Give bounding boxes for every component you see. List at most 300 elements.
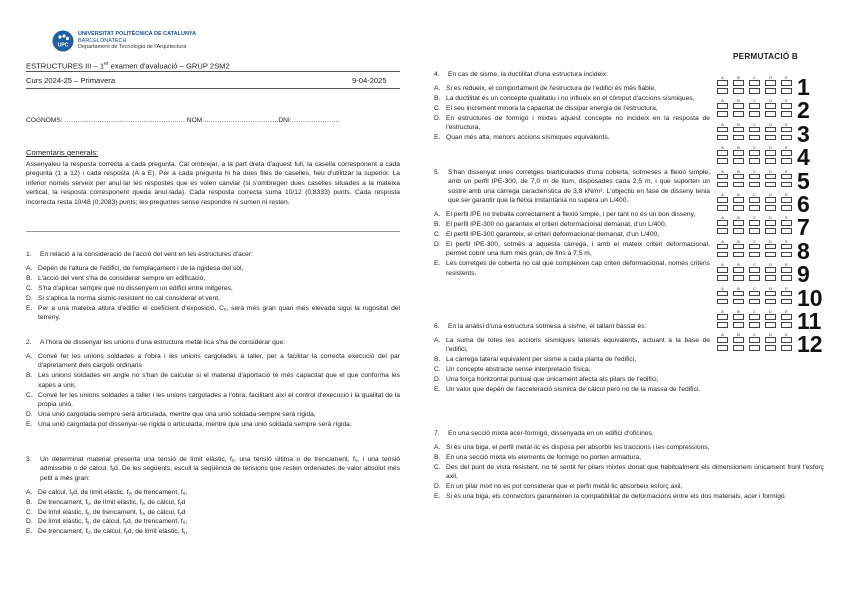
grid-letter-a: A: [721, 145, 724, 151]
option-letter: D.: [434, 376, 441, 384]
answer-row-10: [717, 286, 832, 309]
option-text: El perfil IPE-300 garanteix, el criteri deformacional demanat, d'un L/400,: [446, 230, 660, 238]
answer-row-number: 8: [797, 237, 810, 264]
option-letter: A.: [434, 336, 441, 344]
answer-box-7-b[interactable]: [733, 220, 744, 226]
cancel-box-2-b[interactable]: [733, 111, 744, 117]
cancel-box-10-d[interactable]: [765, 299, 776, 305]
question-stem: [26, 455, 400, 483]
cancel-box-10-b[interactable]: [733, 299, 744, 305]
option-text: De trencament, fᵤ, de càlcul, fᵧd, de límit elàstic, fᵧ,: [38, 528, 188, 536]
option-text: El perfil IPE-300, sotmès a aquesta càrrega, i amb el mateix criteri deformacional, permet cobrir una llum més gran, de fins a 7,5 m,: [446, 240, 710, 258]
question-number: 4.: [434, 71, 440, 78]
answer-box-12-d[interactable]: [765, 337, 776, 343]
grid-letter-b: B: [737, 332, 740, 338]
grid-letter-c: C: [753, 98, 756, 104]
answer-box-1-a[interactable]: [717, 80, 728, 86]
answer-box-2-e[interactable]: [781, 103, 792, 109]
answer-option: [434, 230, 710, 239]
question-stem: [434, 322, 710, 331]
answer-box-10-a[interactable]: [717, 291, 728, 297]
option-letter: A.: [434, 211, 441, 219]
cancel-box-12-c[interactable]: [749, 345, 760, 351]
cancel-box-1-e[interactable]: [781, 88, 792, 94]
cancel-box-10-e[interactable]: [781, 299, 792, 305]
answer-row-number: 9: [797, 261, 810, 288]
cancel-box-4-b[interactable]: [733, 158, 744, 164]
answer-row-number: 12: [797, 331, 823, 358]
grid-letter-b: B: [737, 121, 740, 127]
option-text: La ductilitat és un concepte qualitatiu i no influeix en el còmput d'accions sísmiques,: [446, 94, 695, 102]
grid-letter-c: C: [753, 192, 756, 197]
answer-box-7-e[interactable]: [781, 220, 792, 226]
answer-box-1-c[interactable]: [749, 80, 760, 86]
option-text: Si s'aplica la norma sismic-resistent no cal considerar el vent,: [38, 294, 220, 302]
option-letter: B.: [26, 372, 33, 380]
grid-letter-d: D: [769, 215, 772, 221]
cancel-box-4-a[interactable]: [717, 158, 728, 164]
option-letter: B.: [26, 274, 33, 282]
question-2: [26, 338, 400, 429]
answer-option: [434, 375, 710, 384]
option-letter: E.: [434, 133, 441, 141]
option-text: En estructures de formigó i mixtes aquest concepte no incideix en la resposta de l'estructura,: [446, 114, 710, 132]
answer-box-3-b[interactable]: [733, 127, 744, 133]
cancel-box-5-b[interactable]: [733, 182, 744, 188]
answer-box-6-b[interactable]: [733, 197, 744, 203]
cancel-box-12-a[interactable]: [717, 345, 728, 351]
cancel-box-7-b[interactable]: [733, 228, 744, 234]
grid-letter-d: D: [769, 98, 772, 104]
option-text: Des del punt de vista resistent, no té sentit fer pilars mixtes donat que habitualment els dimensionem únicament front l'esforç axil,: [446, 463, 824, 481]
answer-row-7: [717, 214, 832, 241]
cancel-box-3-c[interactable]: [749, 135, 760, 141]
answer-row-number: 1: [797, 74, 810, 100]
answer-box-11-c[interactable]: [749, 314, 760, 320]
question-number: 2.: [26, 339, 32, 346]
option-letter: C.: [434, 463, 441, 471]
option-text: Una força horitzontal puntual que únicament afecta als pilars de l'edifici,: [446, 376, 659, 384]
answer-option: [434, 210, 710, 219]
cancel-box-1-a[interactable]: [717, 88, 728, 94]
answer-box-8-e[interactable]: [781, 244, 792, 250]
answer-box-10-c[interactable]: [749, 291, 760, 297]
answer-box-11-b[interactable]: [733, 314, 744, 320]
answer-box-3-d[interactable]: [765, 127, 776, 133]
option-letter: C.: [434, 366, 441, 374]
grid-letter-b: B: [737, 192, 740, 197]
option-text: De càlcul, fᵧd, de límit elàstic, fᵧ, de trencament, fᵤ,: [38, 488, 188, 496]
answer-box-7-d[interactable]: [765, 220, 776, 226]
answer-option: [434, 443, 824, 452]
grid-letter-e: E: [785, 332, 788, 338]
cancel-box-8-a[interactable]: [717, 252, 728, 258]
answer-option: [434, 482, 824, 491]
grid-letter-b: B: [737, 145, 740, 151]
answer-option: [26, 274, 400, 283]
option-letter: A.: [26, 264, 33, 272]
option-letter: C.: [434, 230, 441, 238]
exam-date: 9-04-2025: [352, 76, 387, 85]
answer-box-5-b[interactable]: [733, 174, 744, 180]
option-text: De trencament, fᵤ, de límit elàstic, fᵧ, de càlcul, fᵧd: [38, 498, 186, 506]
answer-row-2: [717, 97, 832, 124]
question-6: [434, 322, 710, 394]
option-letter: C.: [26, 391, 33, 399]
cancel-box-1-b[interactable]: [733, 88, 744, 94]
cancel-box-10-a[interactable]: [717, 299, 728, 305]
grid-letter-c: C: [753, 309, 756, 314]
grid-letter-c: C: [753, 215, 756, 221]
answer-option: [26, 517, 400, 526]
option-text: Una unió cargolada pot dissenyar-se rígida o articulada, mentre que una unió soldada sempre serà rígida.: [38, 420, 352, 428]
option-letter: A.: [26, 488, 33, 496]
grid-letter-e: E: [785, 98, 788, 104]
option-letter: C.: [26, 284, 33, 292]
grid-letter-b: B: [737, 238, 740, 244]
grid-letter-c: C: [753, 285, 756, 291]
question-text: En una secció mixta acer-formigó, dissenyada en un edifici d'oficines,: [448, 430, 654, 437]
answer-option: [26, 488, 400, 497]
answer-option: [434, 492, 824, 501]
grid-letter-a: A: [721, 192, 724, 197]
option-text: Per a una mateixa altura d'edifici el coeficient d'exposició, Cₑ, serà més gran quan més elevada sigui la rugositat del terreny.: [38, 304, 400, 321]
option-text: S'ha d'aplicar sempre que no dissenyem un edifici entre mitgeres,: [38, 284, 233, 292]
university-logo: [52, 30, 197, 58]
cancel-box-1-d[interactable]: [765, 88, 776, 94]
answer-row-number: 6: [797, 191, 810, 217]
grid-letter-e: E: [785, 192, 788, 197]
cancel-box-9-e[interactable]: [781, 275, 792, 281]
cancel-box-12-e[interactable]: [781, 345, 792, 351]
cancel-box-12-b[interactable]: [733, 345, 744, 351]
grid-letter-d: D: [769, 332, 772, 338]
grid-letter-d: D: [769, 121, 772, 127]
answer-box-11-a[interactable]: [717, 314, 728, 320]
option-text: De límit elàstic, fᵧ, de trencament, fᵤ, de càlcul, fᵧd: [38, 508, 186, 516]
answer-option: [26, 294, 400, 303]
answer-box-11-e[interactable]: [781, 314, 792, 320]
cancel-box-5-c[interactable]: [749, 182, 760, 188]
answer-box-4-d[interactable]: [765, 150, 776, 156]
grid-letter-d: D: [769, 309, 772, 314]
answer-box-2-b[interactable]: [733, 103, 744, 109]
option-letter: D.: [26, 410, 33, 418]
grid-letter-a: A: [721, 75, 724, 80]
answer-box-9-c[interactable]: [749, 267, 760, 273]
answer-box-9-e[interactable]: [781, 267, 792, 273]
question-text: S'han dissenyat unes corretges biarticulades d'una coberta, sotmeses a flexió simple, amb un perfil IPE-300, de 7,0 m de llum, disposades cada 2,5 m, i que suporten un sostre amb una càrrega característica de 3,8 kN/m². L'objectiu en fase de disseny tenia que ser garantir que la fletxa instantània no supera un L/400.: [448, 169, 710, 205]
cancel-box-11-e[interactable]: [781, 322, 792, 328]
cancel-box-6-d[interactable]: [765, 205, 776, 211]
answer-row-number: 10: [797, 284, 823, 311]
cancel-box-3-e[interactable]: [781, 135, 792, 141]
answer-box-5-c[interactable]: [749, 174, 760, 180]
answer-box-3-e[interactable]: [781, 127, 792, 133]
answer-option: [26, 352, 400, 371]
grid-letter-c: C: [753, 262, 756, 268]
permutation-label: PERMUTACIÓ B: [733, 52, 799, 61]
grid-letter-a: A: [721, 121, 724, 127]
comments-title: Comentaris generals:: [26, 148, 99, 157]
course-title-sup: er: [104, 61, 109, 67]
answer-box-10-e[interactable]: [781, 291, 792, 297]
option-letter: A.: [26, 352, 33, 360]
course-year: Curs 2024-25 – Primavera: [26, 76, 116, 85]
cancel-box-9-d[interactable]: [765, 275, 776, 281]
option-text: De límit elàstic, fᵧ, de càlcul, fᵧd, de trencament, fᵤ,: [38, 518, 188, 526]
course-title: [26, 59, 230, 72]
grid-letter-e: E: [785, 309, 788, 314]
answer-box-3-a[interactable]: [717, 127, 728, 133]
option-text: El perfil IPE no treballa correctament a flexió simple, i per tant no és un bon disseny,: [446, 211, 696, 219]
answer-box-8-b[interactable]: [733, 244, 744, 250]
cancel-box-7-a[interactable]: [717, 228, 728, 234]
grid-letter-b: B: [737, 98, 740, 104]
cancel-box-8-e[interactable]: [781, 252, 792, 258]
question-text: Un determinat material presenta una tensió de límit elàstic, fᵧ, una tensió última o de trencament, fᵤ, i una tensió admissible o de càlcul, fᵧd. De les següents, escull la seqüència de tensions que resten ordenades de valor absolut més petit a més gran:: [40, 456, 400, 482]
answer-box-6-d[interactable]: [765, 197, 776, 203]
answer-option: [26, 508, 400, 517]
question-number: 7.: [434, 430, 440, 437]
cancel-box-3-d[interactable]: [765, 135, 776, 141]
answer-box-9-b[interactable]: [733, 267, 744, 273]
cancel-box-4-c[interactable]: [749, 158, 760, 164]
answer-box-2-a[interactable]: [717, 103, 728, 109]
answer-box-2-c[interactable]: [749, 103, 760, 109]
cancel-box-2-c[interactable]: [749, 111, 760, 117]
answer-box-6-c[interactable]: [749, 197, 760, 203]
option-text: Si és una biga, el perfil metàl·lic es disposa per absorbir les traccions i les compressions,: [446, 443, 710, 451]
cancel-box-8-d[interactable]: [765, 252, 776, 258]
answer-box-5-d[interactable]: [765, 174, 776, 180]
answer-box-8-c[interactable]: [749, 244, 760, 250]
option-letter: B.: [26, 498, 33, 506]
answer-option: [434, 355, 710, 364]
answer-box-11-d[interactable]: [765, 314, 776, 320]
answer-box-10-b[interactable]: [733, 291, 744, 297]
answer-box-5-e[interactable]: [781, 174, 792, 180]
answer-box-5-a[interactable]: [717, 174, 728, 180]
grid-letter-c: C: [753, 332, 756, 338]
cancel-box-5-e[interactable]: [781, 182, 792, 188]
answer-row-3: [717, 122, 832, 145]
question-stem: [434, 168, 710, 206]
grid-letter-b: B: [737, 168, 740, 174]
course-title-rest: examen d'avaluació – GRUP 2SM2: [108, 61, 230, 71]
option-text: Un concepte abstracte sense interpretació física,: [446, 366, 591, 374]
question-7: [434, 429, 824, 501]
answer-box-2-d[interactable]: [765, 103, 776, 109]
question-4: [434, 70, 710, 142]
answer-option: [26, 527, 400, 536]
answer-box-10-d[interactable]: [765, 291, 776, 297]
cancel-box-2-d[interactable]: [765, 111, 776, 117]
answer-box-8-a[interactable]: [717, 244, 728, 250]
grid-letter-c: C: [753, 121, 756, 127]
answer-option: [434, 94, 710, 103]
option-letter: E.: [26, 420, 33, 428]
answer-row-5: [717, 169, 832, 192]
grid-letter-d: D: [769, 168, 772, 174]
question-number: 6.: [434, 323, 440, 330]
grid-letter-b: B: [737, 262, 740, 268]
answer-box-4-b[interactable]: [733, 150, 744, 156]
cancel-box-11-c[interactable]: [749, 322, 760, 328]
answer-box-12-a[interactable]: [717, 337, 728, 343]
grid-letter-d: D: [769, 192, 772, 197]
option-letter: C.: [434, 104, 441, 112]
cancel-box-6-e[interactable]: [781, 205, 792, 211]
answer-row-12: [717, 331, 832, 358]
option-letter: D.: [434, 114, 441, 122]
answer-box-6-a[interactable]: [717, 197, 728, 203]
answer-option: [434, 259, 710, 278]
cancel-box-5-a[interactable]: [717, 182, 728, 188]
answer-option: [26, 410, 400, 419]
option-letter: A.: [434, 443, 441, 451]
answer-box-4-a[interactable]: [717, 150, 728, 156]
answer-box-7-a[interactable]: [717, 220, 728, 226]
answer-option: [434, 114, 710, 133]
header-divider-2: [26, 88, 400, 89]
answer-box-7-c[interactable]: [749, 220, 760, 226]
upc-logo-icon: [52, 30, 74, 52]
question-stem: [26, 338, 400, 347]
question-text: En relació a la consideració de l'acció del vent en les estructures d'acer:: [40, 251, 253, 258]
grid-letter-b: B: [737, 75, 740, 80]
answer-option: [26, 391, 400, 410]
grid-letter-d: D: [769, 145, 772, 151]
answer-box-9-d[interactable]: [765, 267, 776, 273]
grid-letter-c: C: [753, 168, 756, 174]
answer-option: [26, 371, 400, 390]
answer-row-9: [717, 261, 832, 288]
grid-letter-b: B: [737, 309, 740, 314]
answer-row-4: [717, 144, 832, 171]
cancel-box-6-b[interactable]: [733, 205, 744, 211]
answer-option: [434, 453, 824, 462]
grid-letter-d: D: [769, 285, 772, 291]
grid-letter-a: A: [721, 168, 724, 174]
option-letter: B.: [434, 356, 441, 364]
option-text: Si es redueix, el comportament de l'estructura de l'edifici és més fiable,: [446, 84, 656, 92]
question-stem: [26, 250, 400, 259]
answer-row-number: 7: [797, 214, 810, 241]
cancel-box-7-d[interactable]: [765, 228, 776, 234]
question-stem: [434, 429, 824, 438]
option-text: Quan més alta, menors accions sísmiques equivalents.: [446, 133, 610, 141]
logo-line-1: UNIVERSITAT POLITÈCNICA DE CATALUNYA: [78, 31, 197, 37]
option-letter: D.: [26, 518, 33, 526]
grid-letter-d: D: [769, 262, 772, 268]
grid-letter-a: A: [721, 332, 724, 338]
option-letter: A.: [434, 84, 441, 92]
grid-letter-d: D: [769, 75, 772, 80]
cancel-box-8-b[interactable]: [733, 252, 744, 258]
option-text: Si és una biga, els connectors garanteixen la compatibilitat de deformacions entre els dos materials, acer i formigó.: [446, 492, 787, 500]
answer-box-1-b[interactable]: [733, 80, 744, 86]
cancel-box-10-c[interactable]: [749, 299, 760, 305]
answer-box-4-c[interactable]: [749, 150, 760, 156]
answer-option: [26, 284, 400, 293]
cancel-box-3-a[interactable]: [717, 135, 728, 141]
option-text: La suma de totes les accions sísmiques laterals equivalents, actuant a la base de l'edifici,: [446, 336, 710, 354]
option-letter: B.: [434, 94, 441, 102]
answer-row-number: 5: [797, 167, 810, 194]
cancel-box-8-c[interactable]: [749, 252, 760, 258]
cancel-box-6-c[interactable]: [749, 205, 760, 211]
cancel-box-2-e[interactable]: [781, 111, 792, 117]
answer-box-9-a[interactable]: [717, 267, 728, 273]
cancel-box-9-a[interactable]: [717, 275, 728, 281]
answer-box-3-c[interactable]: [749, 127, 760, 133]
option-letter: D.: [434, 240, 441, 248]
question-5: [434, 168, 710, 278]
option-text: Un valor que depèn de l'acceleració sísmica de càlcul però no de la massa de l'edifici.: [446, 385, 701, 393]
cancel-box-4-e[interactable]: [781, 158, 792, 164]
grid-letter-a: A: [721, 215, 724, 221]
answer-row-6: [717, 192, 832, 215]
option-letter: B.: [434, 221, 441, 229]
answer-row-number: 4: [797, 144, 810, 171]
cancel-box-1-c[interactable]: [749, 88, 760, 94]
cancel-box-11-b[interactable]: [733, 322, 744, 328]
cancel-box-9-c[interactable]: [749, 275, 760, 281]
option-letter: C.: [26, 508, 33, 516]
option-text: Una unió cargolada sempre serà articulada, mentre que una unió soldada sempre serà rígida,: [38, 410, 316, 418]
cancel-box-7-e[interactable]: [781, 228, 792, 234]
answer-box-12-b[interactable]: [733, 337, 744, 343]
question-text: En la anàlisi d'una estructura sotmesa a sisme, el tallant bassal és:: [448, 323, 647, 330]
course-title-main: ESTRUCTURES III – 1: [26, 61, 105, 71]
grid-letter-e: E: [785, 145, 788, 151]
cancel-box-6-a[interactable]: [717, 205, 728, 211]
answer-option: [434, 336, 710, 355]
comments-text: Assenyaleu la resposta correcta a cada pregunta. Cal ombrejar, a la part dreta d'aquest full, la casella corresponent a cada pregunta (1 a 12) i cada resposta (A a E). Per a cada pregunta hi ha dues files de caselles, heu d'utilitzar la superior. La inferior només serveix per anul·lar les respostes que es volen canviar (si s'ombregen dues caselles situades a la mateixa vertical, la resposta corresponent queda anul·lada). Cada resposta correcta suma 10/12 (0,8333) punts. Cada resposta incorrecta resta 10/48 (0,2083) punts; les preguntes sense respondre ni sumen ni resten.: [26, 161, 400, 206]
cancel-box-11-a[interactable]: [717, 322, 728, 328]
grid-letter-e: E: [785, 168, 788, 174]
cancel-box-5-d[interactable]: [765, 182, 776, 188]
answer-option: [434, 240, 710, 259]
answer-box-4-e[interactable]: [781, 150, 792, 156]
answer-option: [26, 498, 400, 507]
cancel-box-4-d[interactable]: [765, 158, 776, 164]
answer-box-8-d[interactable]: [765, 244, 776, 250]
option-letter: D.: [26, 294, 33, 302]
question-text: A l'hora de dissenyar les unions d'una estructura metàl·lica s'ha de considerar que:: [40, 339, 286, 346]
answer-row-1: [717, 75, 832, 98]
question-3: [26, 455, 400, 537]
student-fields[interactable]: COGNOMS: ………………………………………………. NOM:…………………………….DNI:………………….: [26, 117, 340, 124]
cancel-box-11-d[interactable]: [765, 322, 776, 328]
cancel-box-2-a[interactable]: [717, 111, 728, 117]
answer-box-6-e[interactable]: [781, 197, 792, 203]
cancel-box-7-c[interactable]: [749, 228, 760, 234]
cancel-box-3-b[interactable]: [733, 135, 744, 141]
grid-letter-d: D: [769, 238, 772, 244]
option-text: Convé fer les unions soldades a taller i les unions cargolades a l'obra, facilitant així el control d'execució i la qualitat de la pròpia unió.: [38, 391, 400, 408]
answer-box-1-d[interactable]: [765, 80, 776, 86]
answer-box-12-c[interactable]: [749, 337, 760, 343]
answer-box-12-e[interactable]: [781, 337, 792, 343]
option-text: Convé fer les unions soldades a l'obra i les unions cargolades a taller, per a facilitar la correcta execució del par d'apretament dels cargols ordinaris: [38, 352, 400, 370]
cancel-box-9-b[interactable]: [733, 275, 744, 281]
answer-row-number: 3: [797, 120, 810, 147]
cancel-box-12-d[interactable]: [765, 345, 776, 351]
answer-box-1-e[interactable]: [781, 80, 792, 86]
header-divider: [26, 71, 400, 72]
